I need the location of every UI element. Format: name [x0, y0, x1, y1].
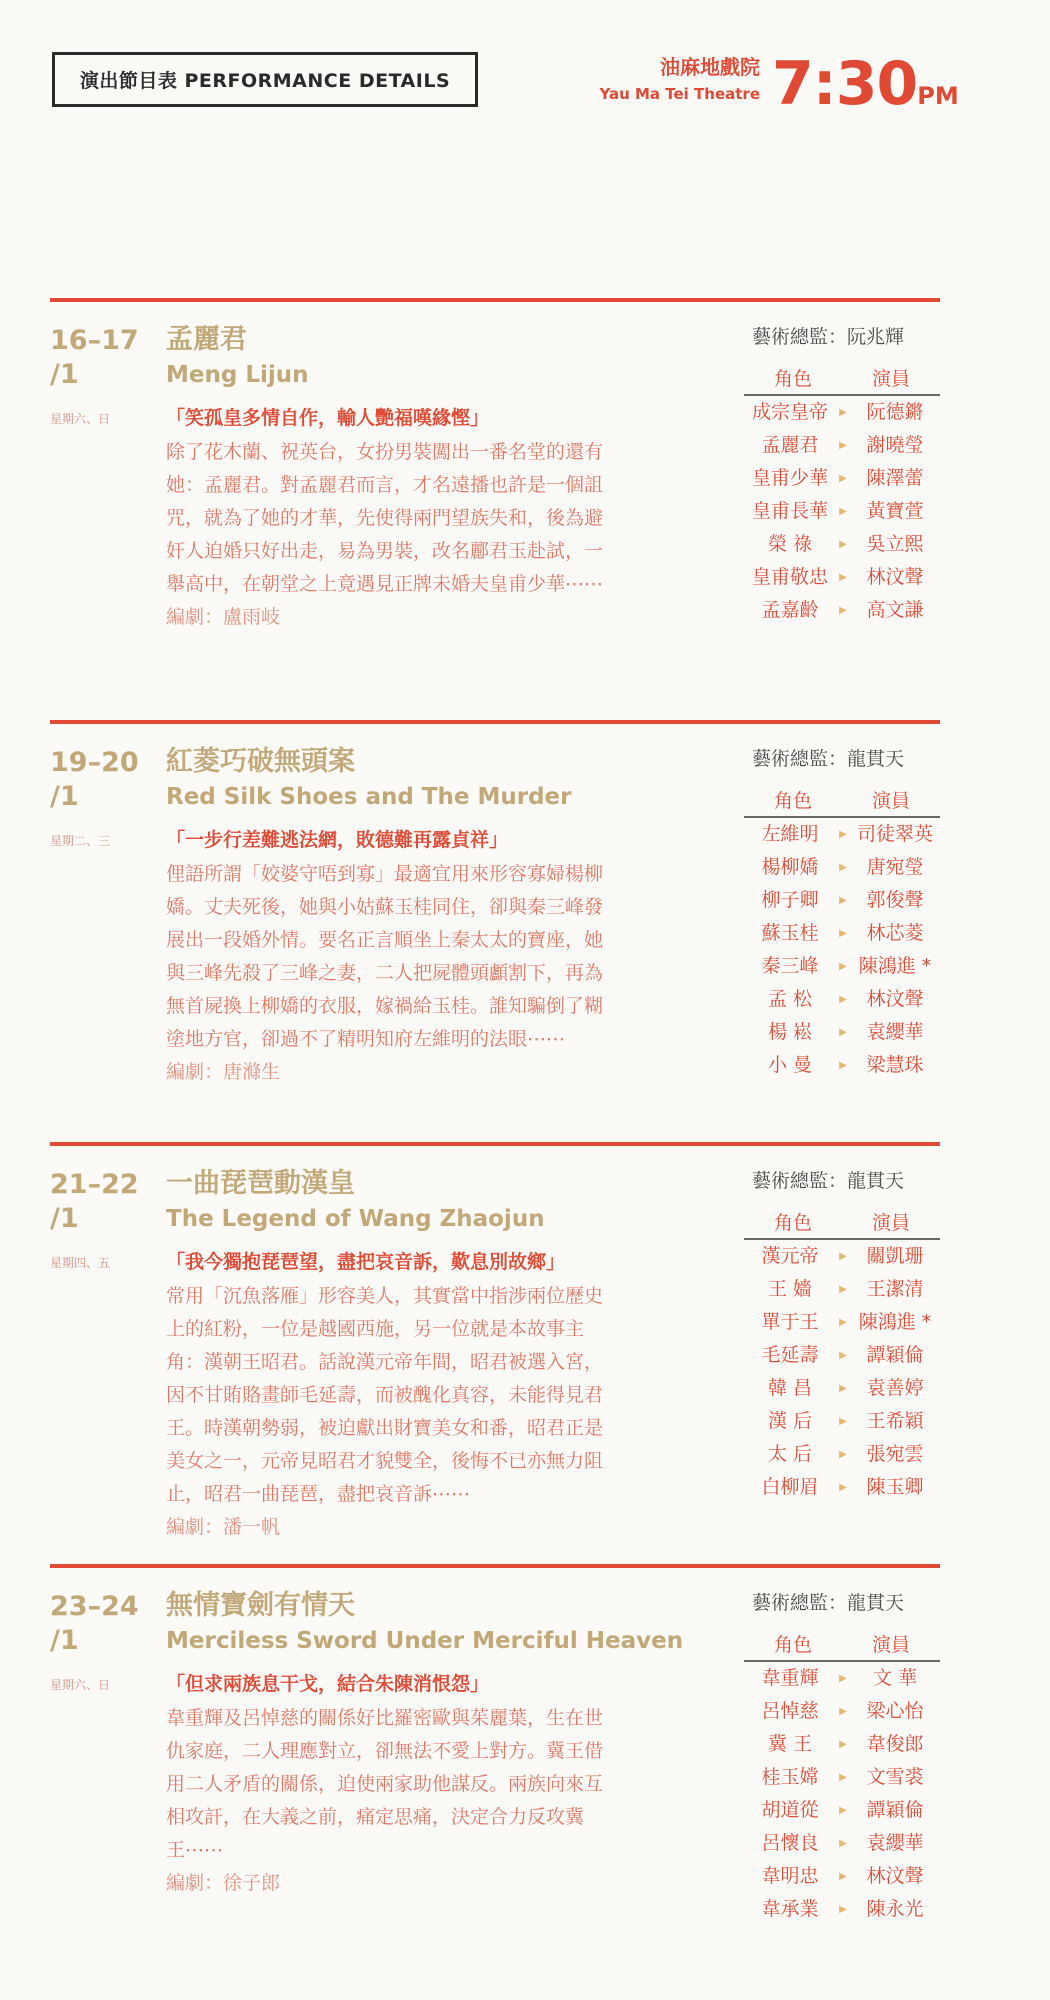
cast-row	[744, 818, 940, 851]
show-date-month: /1	[50, 1625, 79, 1656]
show-date-month: /1	[50, 359, 79, 390]
cast-actor: 陳永光	[866, 1898, 924, 1920]
show-writer	[166, 601, 606, 634]
director-name: 龍貫天	[847, 1170, 905, 1192]
director-label: 藝術總監：	[752, 326, 848, 348]
triangle-bullet-icon: ▶	[839, 862, 847, 873]
cast-row	[744, 1273, 940, 1306]
triangle-bullet-icon: ▶	[839, 572, 847, 583]
cast-row	[744, 1761, 940, 1794]
cast-role: 冀 王	[767, 1733, 813, 1755]
triangle-bullet-icon: ▶	[839, 605, 847, 616]
show-date-range: 21–22	[50, 1169, 139, 1200]
triangle-bullet-icon: ▶	[839, 473, 847, 484]
cast-row	[744, 1827, 940, 1860]
artistic-director	[752, 744, 940, 774]
cast-actor: 陳澤蕾	[866, 467, 924, 489]
cast-role: 秦三峰	[761, 955, 819, 977]
cast-role: 單于王	[761, 1311, 819, 1333]
triangle-bullet-icon: ▶	[839, 994, 847, 1005]
cast-role: 柳子卿	[761, 889, 819, 911]
cast-actor: 梁心怡	[866, 1700, 924, 1722]
cast-table	[744, 364, 940, 627]
show-writer	[166, 1867, 606, 1900]
cast-role: 孟麗君	[761, 434, 819, 456]
show-date	[50, 746, 160, 814]
show-synopsis: 韋重輝及呂悼慈的關係好比羅密歐與茱麗葉，生在世仇家庭，二人理應對立，卻無法不愛上對方。冀王借用二人矛盾的關係，迫使兩家助他謀反。兩族向來互相攻訐，在大義之前，痛定思痛，決定合力反攻冀王⋯⋯	[166, 1707, 604, 1861]
show-tagline: 「但求兩族息干戈，結合朱陳消恨怨」	[166, 1673, 490, 1695]
cast-row	[744, 983, 940, 1016]
cast-actor: 關凱珊	[866, 1245, 924, 1267]
triangle-bullet-icon: ▶	[839, 1317, 847, 1328]
triangle-bullet-icon: ▶	[839, 1383, 847, 1394]
cast-actor: 高文謙	[866, 599, 924, 621]
cast-row	[744, 1860, 940, 1893]
writer-label: 編劇：	[166, 606, 224, 628]
cast-role: 韋重輝	[761, 1667, 819, 1689]
cast-row	[744, 528, 940, 561]
cast-header	[744, 786, 940, 818]
cast-role: 呂悼慈	[761, 1700, 819, 1722]
actor-column-header: 演員	[871, 368, 910, 390]
cast-actor: 林汶聲	[866, 988, 924, 1010]
show-title-zh: 紅菱巧破無頭案	[166, 746, 355, 777]
cast-row	[744, 594, 940, 627]
show-tagline: 「笑孤皇多情自作，輸人艷福嘆緣慳」	[166, 407, 490, 429]
show-date	[50, 1590, 160, 1658]
cast-actor: 林汶聲	[866, 566, 924, 588]
cast-table	[744, 786, 940, 1082]
show-date-range: 23–24	[50, 1591, 139, 1622]
cast-header	[744, 1208, 940, 1240]
role-column-header: 角色	[773, 790, 812, 812]
triangle-bullet-icon: ▶	[839, 1805, 847, 1816]
cast-row	[744, 1049, 940, 1082]
cast-role: 王 嬙	[767, 1278, 813, 1300]
show-synopsis-block	[166, 1702, 606, 1900]
section-divider	[50, 298, 940, 302]
cast-header	[744, 364, 940, 396]
triangle-bullet-icon: ▶	[839, 1350, 847, 1361]
triangle-bullet-icon: ▶	[839, 895, 847, 906]
director-name: 龍貫天	[847, 1592, 905, 1614]
cast-row	[744, 561, 940, 594]
cast-actor: 阮德鏘	[866, 401, 924, 423]
cast-row	[744, 1339, 940, 1372]
cast-row	[744, 884, 940, 917]
cast-actor: 張宛雲	[866, 1443, 924, 1465]
artistic-director	[752, 322, 940, 352]
cast-actor: 陳鴻進 *	[858, 955, 932, 977]
show-date-month: /1	[50, 781, 79, 812]
cast-row	[744, 462, 940, 495]
director-label: 藝術總監：	[752, 748, 848, 770]
show-date-month: /1	[50, 1203, 79, 1234]
cast-role: 韓 昌	[767, 1377, 813, 1399]
triangle-bullet-icon: ▶	[839, 1060, 847, 1071]
cast-actor: 文 華	[872, 1667, 918, 1689]
cast-role: 成宗皇帝	[751, 401, 828, 423]
cast-actor: 陳玉卿	[866, 1476, 924, 1498]
cast-role: 韋明忠	[761, 1865, 819, 1887]
show-synopsis: 除了花木蘭、祝英台，女扮男裝闖出一番名堂的還有她：孟麗君。對孟麗君而言，才名遠播也許是一個詛咒，就為了她的才華，先使得兩門望族失和，後為避奸人迫婚只好出走，易為男裝，改名酈君玉赴試，一舉高中，在朝堂之上竟遇見正牌未婚夫皇甫少華⋯⋯	[166, 441, 604, 595]
cast-row	[744, 1438, 940, 1471]
cast-row	[744, 950, 940, 983]
director-name: 龍貫天	[847, 748, 905, 770]
writer-name: 唐滌生	[223, 1061, 281, 1083]
role-column-header: 角色	[773, 1212, 812, 1234]
cast-actor: 譚穎倫	[866, 1344, 924, 1366]
writer-label: 編劇：	[166, 1872, 224, 1894]
triangle-bullet-icon: ▶	[839, 440, 847, 451]
cast-role: 皇甫少華	[751, 467, 828, 489]
cast-actor: 文雪裘	[866, 1766, 924, 1788]
cast-role: 皇甫長華	[751, 500, 828, 522]
venue	[590, 52, 760, 106]
cast-role: 漢 后	[767, 1410, 813, 1432]
cast-role: 漢元帝	[761, 1245, 819, 1267]
cast-row	[744, 1794, 940, 1827]
cast-role: 呂懷良	[761, 1832, 819, 1854]
triangle-bullet-icon: ▶	[839, 1251, 847, 1262]
director-name: 阮兆輝	[847, 326, 905, 348]
writer-label: 編劇：	[166, 1516, 224, 1538]
cast-role: 桂玉嫦	[761, 1766, 819, 1788]
cast-role: 韋承業	[761, 1898, 819, 1920]
writer-name: 徐子郎	[223, 1872, 281, 1894]
triangle-bullet-icon: ▶	[839, 961, 847, 972]
triangle-bullet-icon: ▶	[839, 1772, 847, 1783]
cast-role: 孟 松	[767, 988, 813, 1010]
venue-name-en: Yau Ma Tei Theatre	[599, 85, 760, 103]
section-divider	[50, 1142, 940, 1146]
artistic-director	[752, 1166, 940, 1196]
triangle-bullet-icon: ▶	[839, 539, 847, 550]
show-synopsis: 常用「沉魚落雁」形容美人，其實當中指涉兩位歷史上的紅粉，一位是越國西施，另一位就是本故事主角：漢朝王昭君。話說漢元帝年間，昭君被選入宮，因不甘賄賂畫師毛延壽，而被醜化真容，未能得見君王。時漢朝勢弱，被迫獻出財寶美女和番，昭君正是美女之一，元帝見昭君才貌雙全，後悔不已亦無力阻止，昭君一曲琵琶，盡把哀音訴⋯⋯	[166, 1285, 604, 1505]
show-weekday: 星期六、日	[50, 412, 111, 426]
cast-role: 小 曼	[767, 1054, 813, 1076]
triangle-bullet-icon: ▶	[839, 506, 847, 517]
venue-name-zh: 油麻地戲院	[660, 55, 760, 79]
show-title-en: Red Silk Shoes and The Murder	[166, 784, 572, 810]
cast-row	[744, 851, 940, 884]
show-title-en: Merciless Sword Under Merciful Heaven	[166, 1628, 684, 1654]
cast-actor: 唐宛瑩	[866, 856, 924, 878]
cast-row	[744, 1306, 940, 1339]
show-title-en: The Legend of Wang Zhaojun	[166, 1206, 545, 1232]
cast-row	[744, 1695, 940, 1728]
triangle-bullet-icon: ▶	[839, 1284, 847, 1295]
cast-actor: 王潔清	[866, 1278, 924, 1300]
show-date-range: 16–17	[50, 325, 139, 356]
cast-role: 胡道從	[761, 1799, 819, 1821]
show-synopsis-block	[166, 858, 606, 1089]
role-column-header: 角色	[773, 1634, 812, 1656]
section-divider	[50, 720, 940, 724]
cast-role: 皇甫敬忠	[751, 566, 828, 588]
show-weekday: 星期二、三	[50, 834, 111, 848]
cast-actor: 袁纓華	[866, 1021, 924, 1043]
cast-actor: 林汶聲	[866, 1865, 924, 1887]
artistic-director	[752, 1588, 940, 1618]
triangle-bullet-icon: ▶	[839, 1027, 847, 1038]
cast-row	[744, 1893, 940, 1926]
show-title-en: Meng Lijun	[166, 362, 309, 388]
cast-role: 蘇玉桂	[761, 922, 819, 944]
cast-table	[744, 1630, 940, 1926]
cast-row	[744, 495, 940, 528]
actor-column-header: 演員	[871, 1212, 910, 1234]
cast-role: 左維明	[761, 823, 819, 845]
show-synopsis-block	[166, 436, 606, 634]
show-date	[50, 1168, 160, 1236]
show-title-zh: 一曲琵琶動漢皇	[166, 1168, 355, 1199]
cast-row	[744, 1372, 940, 1405]
cast-role: 白柳眉	[761, 1476, 819, 1498]
actor-column-header: 演員	[871, 790, 910, 812]
triangle-bullet-icon: ▶	[839, 928, 847, 939]
cast-actor: 袁善婷	[866, 1377, 924, 1399]
cast-role: 榮 祿	[767, 533, 813, 555]
show-tagline: 「我今獨抱琵琶望，盡把哀音訴，歎息別故鄉」	[166, 1251, 566, 1273]
triangle-bullet-icon: ▶	[839, 1739, 847, 1750]
triangle-bullet-icon: ▶	[839, 1871, 847, 1882]
cast-actor: 譚穎倫	[866, 1799, 924, 1821]
show-synopsis: 俚語所謂「姣婆守唔到寡」最適宜用來形容寡婦楊柳嬌。丈夫死後，她與小姑蘇玉桂同住，卻與秦三峰發展出一段婚外情。要名正言順坐上秦太太的寶座，她與三峰先殺了三峰之妻，二人把屍體頭顱割下，再為無首屍換上柳嬌的衣服，嫁禍給玉桂。誰知騙倒了糊塗地方官，卻過不了精明知府左維明的法眼⋯⋯	[166, 863, 604, 1050]
show-time-value: 7:30	[772, 49, 918, 119]
cast-row	[744, 1728, 940, 1761]
writer-name: 潘一帆	[223, 1516, 281, 1538]
cast-actor: 林芯菱	[866, 922, 924, 944]
cast-role: 孟嘉齡	[761, 599, 819, 621]
show-date-range: 19–20	[50, 747, 139, 778]
triangle-bullet-icon: ▶	[839, 1904, 847, 1915]
cast-actor: 韋俊郎	[866, 1733, 924, 1755]
cast-role: 毛延壽	[761, 1344, 819, 1366]
cast-row	[744, 1405, 940, 1438]
show-date	[50, 324, 160, 392]
triangle-bullet-icon: ▶	[839, 1416, 847, 1427]
writer-name: 盧雨岐	[223, 606, 281, 628]
triangle-bullet-icon: ▶	[839, 1482, 847, 1493]
triangle-bullet-icon: ▶	[839, 1449, 847, 1460]
cast-role: 楊柳嬌	[761, 856, 819, 878]
triangle-bullet-icon: ▶	[839, 829, 847, 840]
director-label: 藝術總監：	[752, 1592, 848, 1614]
cast-row	[744, 429, 940, 462]
cast-table	[744, 1208, 940, 1504]
writer-label: 編劇：	[166, 1061, 224, 1083]
triangle-bullet-icon: ▶	[839, 1673, 847, 1684]
cast-role: 楊 崧	[767, 1021, 813, 1043]
cast-row	[744, 396, 940, 429]
cast-row	[744, 917, 940, 950]
triangle-bullet-icon: ▶	[839, 1706, 847, 1717]
show-time	[772, 48, 959, 132]
cast-header	[744, 1630, 940, 1662]
cast-row	[744, 1471, 940, 1504]
actor-column-header: 演員	[871, 1634, 910, 1656]
director-label: 藝術總監：	[752, 1170, 848, 1192]
cast-actor: 郭俊聲	[866, 889, 924, 911]
cast-role: 太 后	[767, 1443, 813, 1465]
cast-actor: 梁慧珠	[866, 1054, 924, 1076]
show-weekday: 星期六、日	[50, 1678, 111, 1692]
show-writer	[166, 1511, 606, 1544]
role-column-header: 角色	[773, 368, 812, 390]
cast-row	[744, 1016, 940, 1049]
cast-actor: 司徒翠英	[856, 823, 933, 845]
show-tagline: 「一步行差難逃法網，敗德難再露貞祥」	[166, 829, 509, 851]
cast-actor: 王希穎	[866, 1410, 924, 1432]
cast-actor: 黃寶萱	[866, 500, 924, 522]
show-weekday: 星期四、五	[50, 1256, 111, 1270]
cast-actor: 吳立熙	[866, 533, 924, 555]
cast-actor: 袁纓華	[866, 1832, 924, 1854]
show-title-zh: 無情寶劍有情天	[166, 1590, 355, 1621]
performance-details-label: 演出節目表 PERFORMANCE DETAILS	[52, 52, 478, 107]
triangle-bullet-icon: ▶	[839, 407, 847, 418]
show-synopsis-block	[166, 1280, 606, 1544]
cast-actor: 謝曉瑩	[866, 434, 924, 456]
section-divider	[50, 1564, 940, 1568]
triangle-bullet-icon: ▶	[839, 1838, 847, 1849]
show-time-suffix: PM	[917, 82, 959, 110]
cast-row	[744, 1240, 940, 1273]
cast-row	[744, 1662, 940, 1695]
cast-actor: 陳鴻進 *	[858, 1311, 932, 1333]
show-writer	[166, 1056, 606, 1089]
show-title-zh: 孟麗君	[166, 324, 247, 355]
